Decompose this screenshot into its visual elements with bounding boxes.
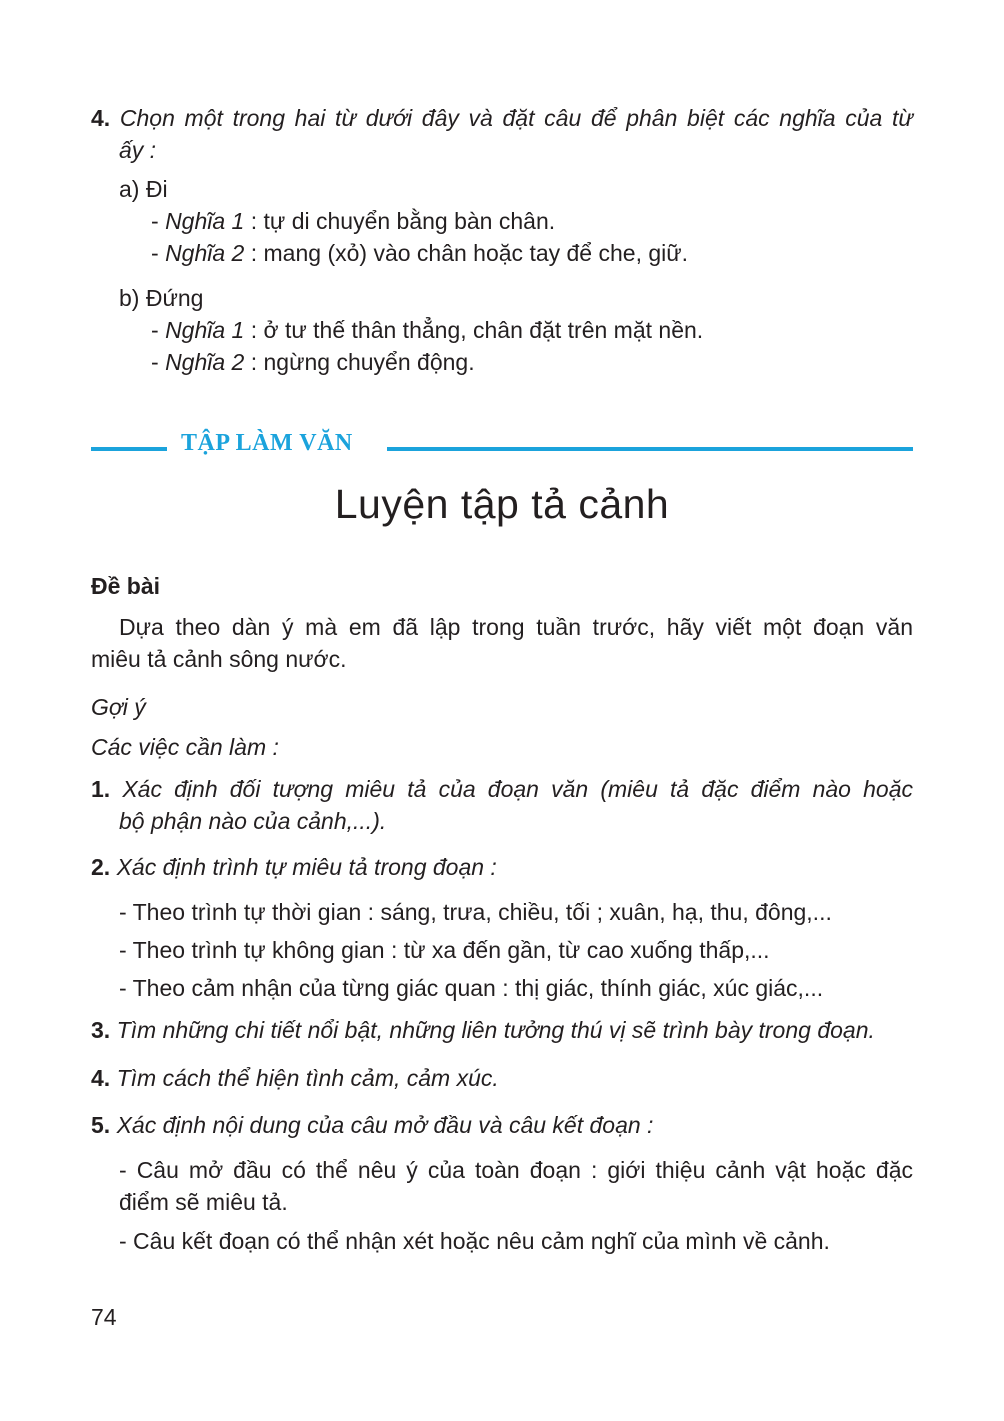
item-number: 1. bbox=[91, 776, 111, 802]
item-text: Xác định trình tự miêu tả trong đoạn : bbox=[116, 854, 497, 880]
meaning-term: Nghĩa 2 bbox=[165, 349, 245, 375]
hint-item-5 bbox=[91, 1109, 653, 1141]
exercise-4-prompt bbox=[91, 102, 913, 134]
section-label: TẬP LÀM VĂN bbox=[181, 430, 353, 456]
exercise-prompt-line2: ấy : bbox=[119, 137, 157, 163]
hint-item-3 bbox=[91, 1014, 875, 1046]
meaning-term: Nghĩa 1 bbox=[165, 208, 245, 234]
hint-item-2-sub2: - Theo trình tự không gian : từ xa đến gần, từ cao xuống thấp,... bbox=[119, 937, 770, 963]
hints-heading: Gợi ý bbox=[91, 694, 146, 720]
meaning-text: : ở tư thế thân thẳng, chân đặt trên mặt nền. bbox=[244, 317, 704, 343]
hint-item-2 bbox=[91, 851, 497, 883]
option-b-meaning-2: - Nghĩa 2 : ngừng chuyển động. bbox=[151, 349, 475, 375]
assignment-heading: Đề bài bbox=[91, 573, 161, 599]
option-a-meaning-2: - Nghĩa 2 : mang (xỏ) vào chân hoặc tay để che, giữ. bbox=[151, 240, 689, 266]
assignment-line2: miêu tả cảnh sông nước. bbox=[91, 646, 347, 672]
exercise-prompt-line1: Chọn một trong hai từ dưới đây và đặt câu để phân biệt các nghĩa của từ bbox=[119, 105, 913, 131]
hint-item-5-sub1-line1: - Câu mở đầu có thể nêu ý của toàn đoạn : giới thiệu cảnh vật hoặc đặc bbox=[119, 1157, 913, 1183]
lesson-title: Luyện tập tả cảnh bbox=[334, 481, 670, 527]
section-rule-right bbox=[387, 447, 913, 451]
hint-item-5-sub1-line2: điểm sẽ miêu tả. bbox=[119, 1189, 288, 1215]
item-number: 4. bbox=[91, 1065, 111, 1091]
hints-subheading: Các việc cần làm : bbox=[91, 734, 279, 760]
item-text: Tìm những chi tiết nổi bật, những liên tưởng thú vị sẽ trình bày trong đoạn. bbox=[116, 1017, 875, 1043]
item-number: 2. bbox=[91, 854, 111, 880]
hint-item-1 bbox=[91, 773, 913, 805]
meaning-text: : mang (xỏ) vào chân hoặc tay để che, giữ. bbox=[244, 240, 689, 266]
assignment-line1: Dựa theo dàn ý mà em đã lập trong tuần trước, hãy viết một đoạn văn bbox=[119, 614, 913, 640]
meaning-text: : ngừng chuyển động. bbox=[244, 349, 475, 375]
meaning-text: : tự di chuyển bằng bàn chân. bbox=[244, 208, 556, 234]
item-number: 3. bbox=[91, 1017, 111, 1043]
hint-item-2-sub1: - Theo trình tự thời gian : sáng, trưa, chiều, tối ; xuân, hạ, thu, đông,... bbox=[119, 899, 832, 925]
item-text: Tìm cách thể hiện tình cảm, cảm xúc. bbox=[116, 1065, 499, 1091]
option-b-meaning-1: - Nghĩa 1 : ở tư thế thân thẳng, chân đặt trên mặt nền. bbox=[151, 317, 704, 343]
meaning-term: Nghĩa 1 bbox=[165, 317, 245, 343]
option-b-label: b) Đứng bbox=[119, 285, 204, 311]
hint-item-2-sub3: - Theo cảm nhận của từng giác quan : thị giác, thính giác, xúc giác,... bbox=[119, 975, 824, 1001]
meaning-term: Nghĩa 2 bbox=[165, 240, 245, 266]
hint-item-1-line2: bộ phận nào của cảnh,...). bbox=[119, 808, 387, 834]
hint-item-5-sub2: - Câu kết đoạn có thể nhận xét hoặc nêu cảm nghĩ của mình về cảnh. bbox=[119, 1228, 830, 1254]
hint-item-4 bbox=[91, 1062, 499, 1094]
page-number: 74 bbox=[91, 1304, 117, 1330]
item-number: 5. bbox=[91, 1112, 111, 1138]
section-rule-left bbox=[91, 447, 167, 451]
option-a-meaning-1: - Nghĩa 1 : tự di chuyển bằng bàn chân. bbox=[151, 208, 556, 234]
item-text: Xác định đối tượng miêu tả của đoạn văn (miêu tả đặc điểm nào hoặc bbox=[122, 776, 914, 802]
option-a-label: a) Đi bbox=[119, 176, 168, 202]
item-text: Xác định nội dung của câu mở đầu và câu kết đoạn : bbox=[116, 1112, 654, 1138]
exercise-number: 4. bbox=[91, 105, 111, 131]
